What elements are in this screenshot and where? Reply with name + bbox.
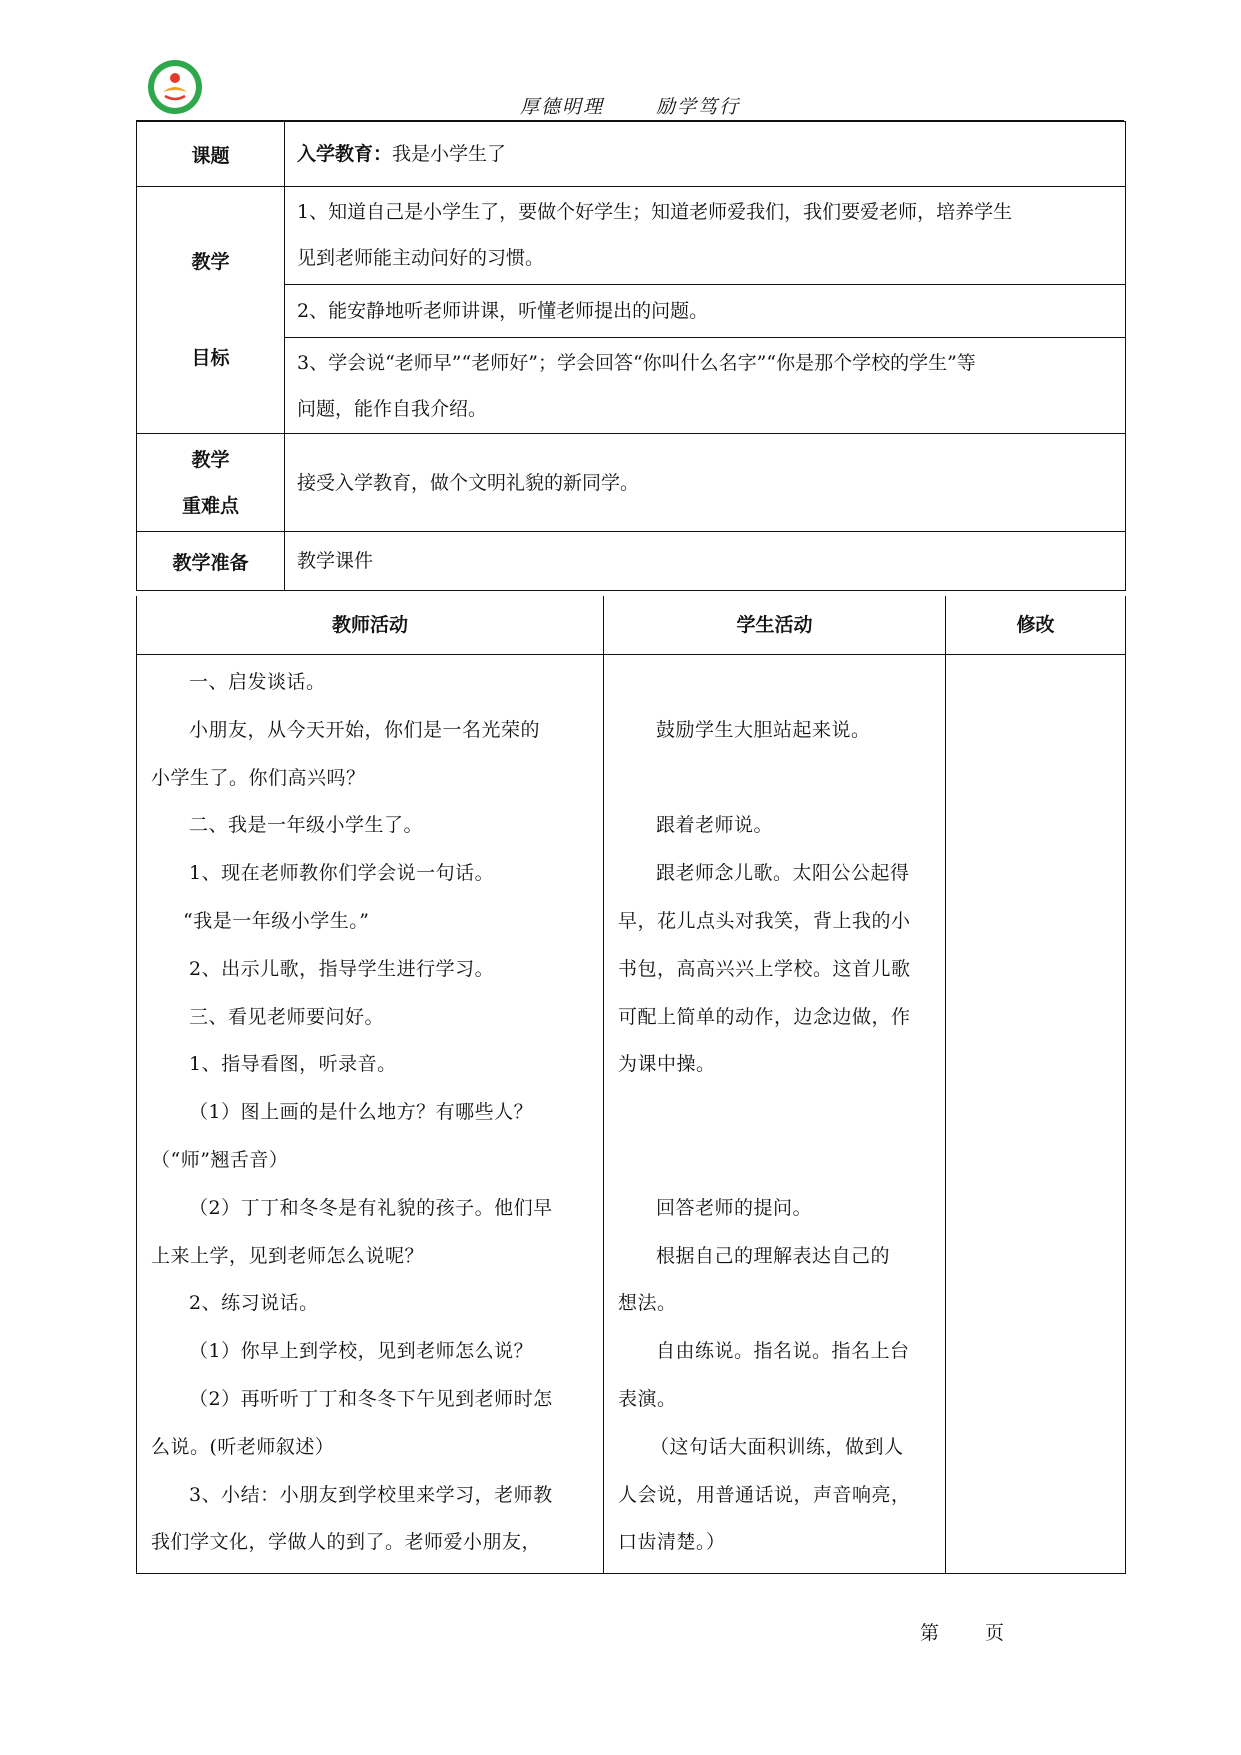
goals-label (137, 187, 285, 434)
preparation-row (137, 532, 1126, 591)
key-points-label (137, 434, 285, 532)
teacher-line: （2）丁丁和冬冬是有礼貌的孩子。他们早 (189, 1196, 553, 1219)
teacher-line: 小朋友，从今天开始，你们是一名光荣的 (189, 718, 541, 741)
key-label-1: 教学 (191, 448, 230, 471)
teacher-activity-lines (137, 655, 603, 1567)
teacher-line: 上来上学，见到老师怎么说呢？ (151, 1244, 425, 1267)
teacher-line: 小学生了。你们高兴吗？ (151, 766, 366, 789)
preparation-cell (285, 532, 1126, 591)
student-line: 跟着老师说。 (656, 814, 774, 837)
revision-header: 修改 (946, 596, 1126, 655)
topic-label: 课题 (137, 122, 285, 187)
activities-body-row (137, 655, 1126, 1574)
goal-row-2 (137, 285, 1126, 338)
school-logo (146, 58, 204, 116)
key-label-2: 重难点 (181, 494, 239, 517)
key-points-cell (285, 434, 1126, 532)
page-prefix: 第 (920, 1622, 940, 1644)
preparation-value: 教学课件 (297, 550, 374, 572)
topic-prefix: 入学教育： (297, 143, 393, 165)
goal-1-line-2: 见到老师能主动问好的习惯。 (297, 247, 545, 269)
goal-2-line-1: 2、能安静地听老师讲课，听懂老师提出的问题。 (297, 300, 709, 322)
goal-row-3 (137, 338, 1126, 434)
teacher-line: （“师”翘舌音） (151, 1148, 289, 1171)
goals-label-1: 教学 (191, 251, 230, 273)
goals-label-2: 目标 (191, 347, 230, 369)
student-line: 可配上简单的动作，边念边做，作 (618, 1005, 911, 1028)
topic-row (137, 122, 1126, 187)
student-line (618, 755, 935, 803)
student-line (618, 1137, 935, 1185)
lesson-plan-table (136, 121, 1126, 591)
motto-left: 厚德明理 (520, 96, 605, 118)
teacher-line: 2、出示儿歌，指导学生进行学习。 (189, 957, 495, 980)
teacher-line: 3、小结：小朋友到学校里来学习，老师教 (189, 1483, 553, 1506)
student-line (618, 1089, 935, 1137)
student-line: 表演。 (618, 1387, 677, 1410)
teacher-line: 三、看见老师要问好。 (189, 1005, 385, 1028)
goal-cell-3 (285, 338, 1126, 434)
teacher-line: 一、启发谈话。 (189, 671, 326, 693)
school-motto (520, 92, 740, 119)
teacher-line: 1、现在老师教你们学会说一句话。 (189, 862, 495, 885)
teacher-line: 1、指导看图，听录音。 (189, 1053, 397, 1076)
teacher-line: （2）再听听丁丁和冬冬下午见到老师时怎 (189, 1387, 553, 1410)
teacher-line: “我是一年级小学生。” (183, 909, 370, 932)
teacher-line: 二、我是一年级小学生了。 (189, 814, 424, 837)
topic-value: 我是小学生了 (392, 143, 507, 165)
teacher-line: （1）你早上到学校，见到老师怎么说？ (189, 1340, 534, 1363)
teacher-line: 我们学文化，学做人的到了。老师爱小朋友， (151, 1531, 542, 1554)
goal-3-line-1: 3、学会说“老师早”“老师好”；学会回答“你叫什么名字”“你是那个学校的学生”等 (297, 352, 976, 374)
key-points-value: 接受入学教育，做个文明礼貌的新同学。 (297, 471, 640, 494)
teacher-line: （1）图上画的是什么地方？有哪些人？ (189, 1101, 534, 1124)
goal-3-line-2: 问题，能作自我介绍。 (297, 398, 488, 420)
student-line: 鼓励学生大胆站起来说。 (656, 718, 871, 741)
goal-1-line-1: 1、知道自己是小学生了，要做个好学生；知道老师爱我们，我们要爱老师，培养学生 (297, 201, 1013, 223)
student-line: 人会说，用普通话说，声音响亮， (618, 1483, 911, 1506)
student-activity-cell (604, 655, 946, 1574)
student-line: 自由练说。指名说。指名上台 (656, 1340, 910, 1363)
student-line: 口齿清楚。） (618, 1531, 726, 1554)
teacher-activity-cell (137, 655, 604, 1574)
student-line (618, 659, 935, 707)
student-line: 跟老师念儿歌。太阳公公起得 (656, 862, 910, 885)
goal-row-1 (137, 187, 1126, 285)
student-line: 想法。 (618, 1292, 677, 1315)
preparation-label: 教学准备 (137, 532, 285, 591)
goal-cell-1 (285, 187, 1126, 285)
student-line: 书包，高高兴兴上学校。这首儿歌 (618, 957, 911, 980)
student-line: 为课中操。 (618, 1053, 716, 1076)
teacher-line: 么说。(听老师叙述） (151, 1435, 335, 1458)
teacher-activity-header: 教师活动 (137, 596, 604, 655)
key-points-row (137, 434, 1126, 532)
student-activity-lines (604, 655, 945, 1567)
activities-header-row (137, 596, 1126, 655)
student-line: 回答老师的提问。 (656, 1196, 813, 1219)
goal-cell-2 (285, 285, 1126, 338)
page-footer (920, 1618, 1004, 1645)
activities-table (136, 596, 1126, 1574)
student-line: 早，花儿点头对我笑，背上我的小 (618, 909, 911, 932)
topic-cell (285, 122, 1126, 187)
revision-cell[interactable] (946, 655, 1126, 1574)
student-activity-header: 学生活动 (604, 596, 946, 655)
student-line: 根据自己的理解表达自己的 (656, 1244, 891, 1267)
student-line: （这句话大面积训练，做到人 (650, 1435, 904, 1458)
motto-right: 励学笃行 (656, 96, 741, 118)
page-suffix: 页 (985, 1622, 1005, 1644)
teacher-line: 2、练习说话。 (189, 1292, 319, 1315)
